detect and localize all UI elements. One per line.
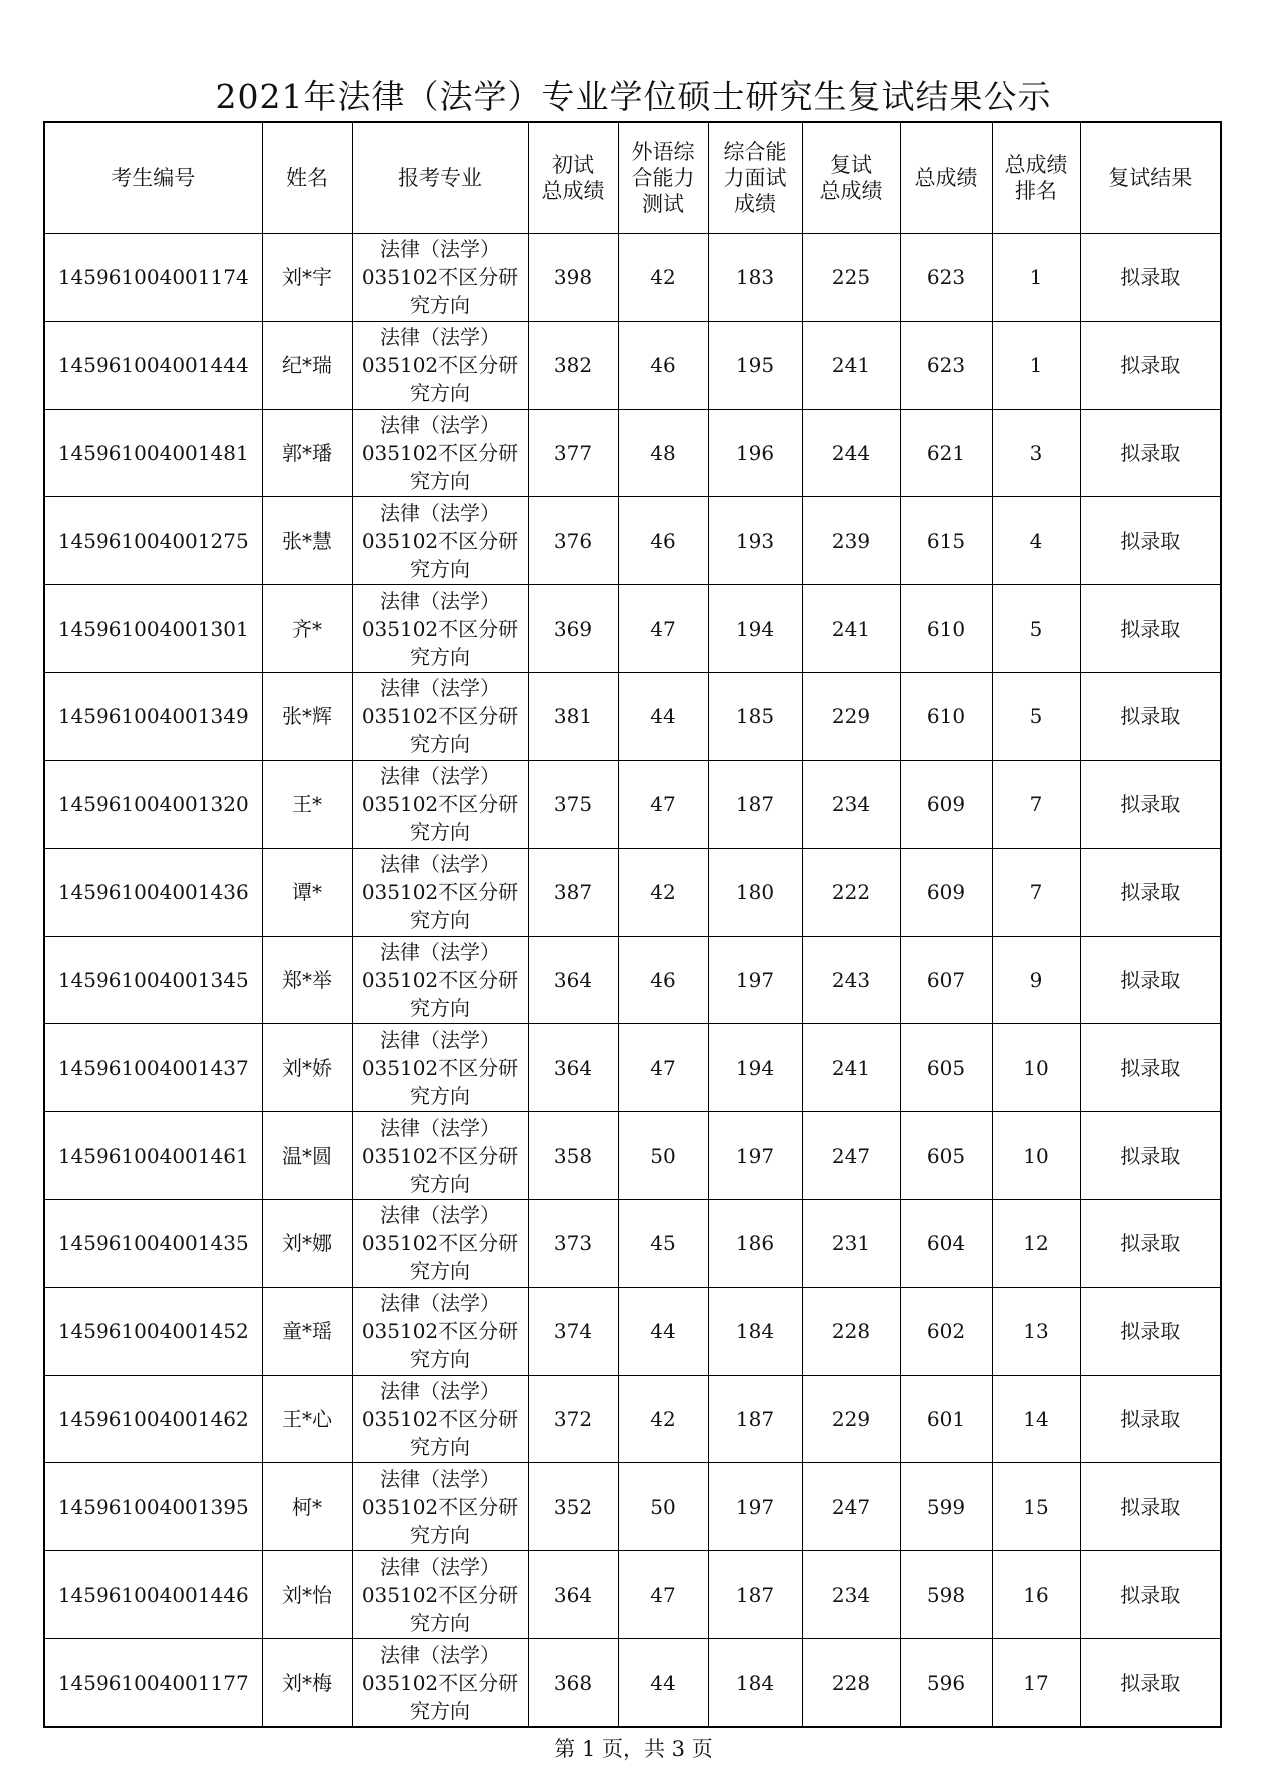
rank-cell: 12 bbox=[992, 1199, 1080, 1287]
retest-total-cell: 234 bbox=[802, 1551, 900, 1639]
total-score-cell: 623 bbox=[900, 234, 992, 322]
major-line: 究方向 bbox=[410, 1522, 470, 1547]
major-cell bbox=[352, 321, 528, 409]
total-score-cell: 596 bbox=[900, 1639, 992, 1728]
result-cell: 拟录取 bbox=[1080, 673, 1221, 761]
major-line: 法律（法学） bbox=[380, 764, 500, 789]
name-cell: 王*心 bbox=[262, 1375, 352, 1463]
table-row bbox=[44, 1463, 1221, 1551]
header-label-line: 姓名 bbox=[286, 166, 328, 190]
major-line: 法律（法学） bbox=[380, 676, 500, 701]
rank-cell: 15 bbox=[992, 1463, 1080, 1551]
major-line: 法律（法学） bbox=[380, 1291, 500, 1316]
major-line: 法律（法学） bbox=[380, 1203, 500, 1228]
major-cell bbox=[352, 1639, 528, 1728]
rank-cell: 10 bbox=[992, 1112, 1080, 1200]
candidate-id-cell: 145961004001320 bbox=[44, 760, 262, 848]
prelim-total-cell: 377 bbox=[528, 409, 618, 497]
name-cell: 纪*瑞 bbox=[262, 321, 352, 409]
total-score-cell: 599 bbox=[900, 1463, 992, 1551]
language-test-cell: 44 bbox=[618, 673, 708, 761]
retest-total-cell: 229 bbox=[802, 673, 900, 761]
language-test-cell: 44 bbox=[618, 1287, 708, 1375]
major-cell bbox=[352, 936, 528, 1024]
candidate-id-cell: 145961004001395 bbox=[44, 1463, 262, 1551]
interview-score-cell: 195 bbox=[708, 321, 802, 409]
total-score-cell: 605 bbox=[900, 1112, 992, 1200]
interview-score-cell: 185 bbox=[708, 673, 802, 761]
name-cell: 齐* bbox=[262, 585, 352, 673]
major-line: 035102不区分研 bbox=[361, 1494, 519, 1519]
major-line: 035102不区分研 bbox=[361, 704, 519, 729]
candidate-id-cell: 145961004001461 bbox=[44, 1112, 262, 1200]
major-cell bbox=[352, 1112, 528, 1200]
major-line: 法律（法学） bbox=[380, 1378, 500, 1403]
header-label-line: 综合能 bbox=[723, 140, 787, 164]
major-line: 法律（法学） bbox=[380, 852, 500, 877]
total-score-cell: 601 bbox=[900, 1375, 992, 1463]
result-cell: 拟录取 bbox=[1080, 1639, 1221, 1728]
name-cell: 温*圆 bbox=[262, 1112, 352, 1200]
language-test-cell: 42 bbox=[618, 234, 708, 322]
result-cell: 拟录取 bbox=[1080, 760, 1221, 848]
table-row bbox=[44, 585, 1221, 673]
name-cell: 刘*宇 bbox=[262, 234, 352, 322]
header-label-line: 成绩 bbox=[734, 192, 776, 216]
prelim-total-cell: 372 bbox=[528, 1375, 618, 1463]
retest-total-cell: 241 bbox=[802, 321, 900, 409]
major-line: 035102不区分研 bbox=[361, 1406, 519, 1431]
language-test-cell: 47 bbox=[618, 585, 708, 673]
major-line: 035102不区分研 bbox=[361, 441, 519, 466]
rank-cell: 5 bbox=[992, 673, 1080, 761]
interview-score-cell: 187 bbox=[708, 1375, 802, 1463]
table-row bbox=[44, 1112, 1221, 1200]
rank-cell: 7 bbox=[992, 848, 1080, 936]
rank-cell: 1 bbox=[992, 234, 1080, 322]
header-col-total-score bbox=[900, 122, 992, 234]
retest-total-cell: 228 bbox=[802, 1287, 900, 1375]
header-col-candidate-id bbox=[44, 122, 262, 234]
retest-total-cell: 247 bbox=[802, 1112, 900, 1200]
result-cell: 拟录取 bbox=[1080, 1112, 1221, 1200]
retest-total-cell: 229 bbox=[802, 1375, 900, 1463]
header-col-interview-score bbox=[708, 122, 802, 234]
interview-score-cell: 184 bbox=[708, 1287, 802, 1375]
major-line: 法律（法学） bbox=[380, 1466, 500, 1491]
header-label-line: 合能力 bbox=[631, 166, 695, 190]
total-score-cell: 609 bbox=[900, 760, 992, 848]
result-cell: 拟录取 bbox=[1080, 585, 1221, 673]
prelim-total-cell: 373 bbox=[528, 1199, 618, 1287]
table-body bbox=[44, 234, 1221, 1728]
language-test-cell: 44 bbox=[618, 1639, 708, 1728]
retest-total-cell: 222 bbox=[802, 848, 900, 936]
major-line: 究方向 bbox=[410, 1434, 470, 1459]
total-score-cell: 610 bbox=[900, 673, 992, 761]
interview-score-cell: 193 bbox=[708, 497, 802, 585]
table-header-row bbox=[44, 122, 1221, 234]
major-line: 035102不区分研 bbox=[361, 1143, 519, 1168]
retest-total-cell: 241 bbox=[802, 585, 900, 673]
total-score-cell: 607 bbox=[900, 936, 992, 1024]
header-col-language-test bbox=[618, 122, 708, 234]
header-col-prelim-total bbox=[528, 122, 618, 234]
major-line: 法律（法学） bbox=[380, 325, 500, 350]
name-cell: 谭* bbox=[262, 848, 352, 936]
table-row bbox=[44, 673, 1221, 761]
prelim-total-cell: 374 bbox=[528, 1287, 618, 1375]
header-label-line: 初试 bbox=[552, 153, 594, 177]
table-row bbox=[44, 848, 1221, 936]
retest-total-cell: 247 bbox=[802, 1463, 900, 1551]
candidate-id-cell: 145961004001435 bbox=[44, 1199, 262, 1287]
major-cell bbox=[352, 760, 528, 848]
result-cell: 拟录取 bbox=[1080, 321, 1221, 409]
retest-total-cell: 241 bbox=[802, 1024, 900, 1112]
header-label-line: 复试 bbox=[830, 153, 872, 177]
table-row bbox=[44, 760, 1221, 848]
table-row bbox=[44, 1375, 1221, 1463]
major-cell bbox=[352, 585, 528, 673]
major-line: 035102不区分研 bbox=[361, 1670, 519, 1695]
major-cell bbox=[352, 1287, 528, 1375]
major-line: 究方向 bbox=[410, 1083, 470, 1108]
name-cell: 郑*举 bbox=[262, 936, 352, 1024]
language-test-cell: 47 bbox=[618, 1551, 708, 1639]
prelim-total-cell: 364 bbox=[528, 1551, 618, 1639]
table-row bbox=[44, 1551, 1221, 1639]
major-line: 究方向 bbox=[410, 1698, 470, 1723]
result-cell: 拟录取 bbox=[1080, 409, 1221, 497]
major-line: 究方向 bbox=[410, 293, 470, 318]
header-col-rank bbox=[992, 122, 1080, 234]
major-line: 035102不区分研 bbox=[361, 967, 519, 992]
retest-total-cell: 244 bbox=[802, 409, 900, 497]
major-line: 035102不区分研 bbox=[361, 528, 519, 553]
major-line: 法律（法学） bbox=[380, 500, 500, 525]
prelim-total-cell: 375 bbox=[528, 760, 618, 848]
prelim-total-cell: 369 bbox=[528, 585, 618, 673]
rank-cell: 13 bbox=[992, 1287, 1080, 1375]
table-row bbox=[44, 936, 1221, 1024]
total-score-cell: 610 bbox=[900, 585, 992, 673]
retest-total-cell: 231 bbox=[802, 1199, 900, 1287]
prelim-total-cell: 382 bbox=[528, 321, 618, 409]
header-label-line: 排名 bbox=[1015, 179, 1057, 203]
page-title: 2021年法律（法学）专业学位硕士研究生复试结果公示 bbox=[215, 77, 1052, 116]
major-cell bbox=[352, 1024, 528, 1112]
major-line: 035102不区分研 bbox=[361, 265, 519, 290]
language-test-cell: 47 bbox=[618, 760, 708, 848]
name-cell: 张*辉 bbox=[262, 673, 352, 761]
page-footer: 第 1 页，共 3 页 bbox=[554, 1737, 713, 1761]
major-cell bbox=[352, 1551, 528, 1639]
language-test-cell: 42 bbox=[618, 1375, 708, 1463]
prelim-total-cell: 352 bbox=[528, 1463, 618, 1551]
candidate-id-cell: 145961004001444 bbox=[44, 321, 262, 409]
result-cell: 拟录取 bbox=[1080, 1024, 1221, 1112]
header-label-line: 复试结果 bbox=[1108, 166, 1193, 190]
candidate-id-cell: 145961004001345 bbox=[44, 936, 262, 1024]
candidate-id-cell: 145961004001437 bbox=[44, 1024, 262, 1112]
name-cell: 刘*娜 bbox=[262, 1199, 352, 1287]
interview-score-cell: 197 bbox=[708, 1112, 802, 1200]
major-line: 法律（法学） bbox=[380, 237, 500, 262]
prelim-total-cell: 364 bbox=[528, 936, 618, 1024]
prelim-total-cell: 398 bbox=[528, 234, 618, 322]
major-line: 035102不区分研 bbox=[361, 616, 519, 641]
table-row bbox=[44, 234, 1221, 322]
candidate-id-cell: 145961004001301 bbox=[44, 585, 262, 673]
name-cell: 童*瑶 bbox=[262, 1287, 352, 1375]
candidate-id-cell: 145961004001275 bbox=[44, 497, 262, 585]
table-row bbox=[44, 1199, 1221, 1287]
header-label-line: 考生编号 bbox=[111, 166, 196, 190]
candidate-id-cell: 145961004001177 bbox=[44, 1639, 262, 1728]
language-test-cell: 47 bbox=[618, 1024, 708, 1112]
name-cell: 刘*梅 bbox=[262, 1639, 352, 1728]
major-line: 法律（法学） bbox=[380, 1027, 500, 1052]
interview-score-cell: 194 bbox=[708, 1024, 802, 1112]
total-score-cell: 615 bbox=[900, 497, 992, 585]
major-line: 法律（法学） bbox=[380, 588, 500, 613]
prelim-total-cell: 381 bbox=[528, 673, 618, 761]
name-cell: 柯* bbox=[262, 1463, 352, 1551]
major-cell bbox=[352, 673, 528, 761]
major-line: 究方向 bbox=[410, 995, 470, 1020]
name-cell: 刘*娇 bbox=[262, 1024, 352, 1112]
interview-score-cell: 197 bbox=[708, 1463, 802, 1551]
table-row bbox=[44, 1639, 1221, 1728]
table-row bbox=[44, 409, 1221, 497]
rank-cell: 10 bbox=[992, 1024, 1080, 1112]
total-score-cell: 598 bbox=[900, 1551, 992, 1639]
language-test-cell: 46 bbox=[618, 321, 708, 409]
rank-cell: 7 bbox=[992, 760, 1080, 848]
language-test-cell: 48 bbox=[618, 409, 708, 497]
result-cell: 拟录取 bbox=[1080, 1463, 1221, 1551]
major-line: 究方向 bbox=[410, 644, 470, 669]
header-col-major bbox=[352, 122, 528, 234]
retest-total-cell: 234 bbox=[802, 760, 900, 848]
major-line: 法律（法学） bbox=[380, 939, 500, 964]
major-line: 035102不区分研 bbox=[361, 1055, 519, 1080]
language-test-cell: 42 bbox=[618, 848, 708, 936]
major-cell bbox=[352, 848, 528, 936]
major-cell bbox=[352, 409, 528, 497]
result-cell: 拟录取 bbox=[1080, 1551, 1221, 1639]
results-table bbox=[43, 121, 1222, 1728]
rank-cell: 14 bbox=[992, 1375, 1080, 1463]
name-cell: 郭*璠 bbox=[262, 409, 352, 497]
prelim-total-cell: 358 bbox=[528, 1112, 618, 1200]
prelim-total-cell: 376 bbox=[528, 497, 618, 585]
prelim-total-cell: 364 bbox=[528, 1024, 618, 1112]
retest-total-cell: 225 bbox=[802, 234, 900, 322]
major-line: 究方向 bbox=[410, 1171, 470, 1196]
language-test-cell: 50 bbox=[618, 1112, 708, 1200]
result-cell: 拟录取 bbox=[1080, 936, 1221, 1024]
header-col-result bbox=[1080, 122, 1221, 234]
header-label-line: 报考专业 bbox=[398, 166, 482, 190]
major-line: 究方向 bbox=[410, 908, 470, 933]
rank-cell: 5 bbox=[992, 585, 1080, 673]
candidate-id-cell: 145961004001452 bbox=[44, 1287, 262, 1375]
header-col-name bbox=[262, 122, 352, 234]
major-line: 035102不区分研 bbox=[361, 1582, 519, 1607]
retest-total-cell: 228 bbox=[802, 1639, 900, 1728]
header-label-line: 总成绩 bbox=[819, 179, 883, 203]
rank-cell: 16 bbox=[992, 1551, 1080, 1639]
total-score-cell: 602 bbox=[900, 1287, 992, 1375]
candidate-id-cell: 145961004001446 bbox=[44, 1551, 262, 1639]
candidate-id-cell: 145961004001174 bbox=[44, 234, 262, 322]
rank-cell: 4 bbox=[992, 497, 1080, 585]
major-line: 究方向 bbox=[410, 1610, 470, 1635]
name-cell: 王* bbox=[262, 760, 352, 848]
total-score-cell: 621 bbox=[900, 409, 992, 497]
major-cell bbox=[352, 1463, 528, 1551]
major-line: 究方向 bbox=[410, 1347, 470, 1372]
table-row bbox=[44, 321, 1221, 409]
interview-score-cell: 183 bbox=[708, 234, 802, 322]
header-label-line: 力面试 bbox=[723, 166, 787, 190]
result-cell: 拟录取 bbox=[1080, 1199, 1221, 1287]
prelim-total-cell: 387 bbox=[528, 848, 618, 936]
rank-cell: 9 bbox=[992, 936, 1080, 1024]
major-cell bbox=[352, 234, 528, 322]
language-test-cell: 46 bbox=[618, 497, 708, 585]
major-line: 究方向 bbox=[410, 732, 470, 757]
total-score-cell: 605 bbox=[900, 1024, 992, 1112]
major-line: 究方向 bbox=[410, 469, 470, 494]
major-line: 究方向 bbox=[410, 381, 470, 406]
major-line: 究方向 bbox=[410, 820, 470, 845]
major-cell bbox=[352, 1375, 528, 1463]
table-row bbox=[44, 1287, 1221, 1375]
candidate-id-cell: 145961004001436 bbox=[44, 848, 262, 936]
candidate-id-cell: 145961004001481 bbox=[44, 409, 262, 497]
result-cell: 拟录取 bbox=[1080, 497, 1221, 585]
result-cell: 拟录取 bbox=[1080, 234, 1221, 322]
total-score-cell: 623 bbox=[900, 321, 992, 409]
result-cell: 拟录取 bbox=[1080, 1375, 1221, 1463]
retest-total-cell: 243 bbox=[802, 936, 900, 1024]
language-test-cell: 46 bbox=[618, 936, 708, 1024]
major-line: 035102不区分研 bbox=[361, 353, 519, 378]
language-test-cell: 45 bbox=[618, 1199, 708, 1287]
interview-score-cell: 194 bbox=[708, 585, 802, 673]
retest-total-cell: 239 bbox=[802, 497, 900, 585]
total-score-cell: 609 bbox=[900, 848, 992, 936]
interview-score-cell: 197 bbox=[708, 936, 802, 1024]
name-cell: 张*慧 bbox=[262, 497, 352, 585]
interview-score-cell: 187 bbox=[708, 1551, 802, 1639]
rank-cell: 1 bbox=[992, 321, 1080, 409]
header-label-line: 总成绩 bbox=[914, 166, 978, 190]
candidate-id-cell: 145961004001349 bbox=[44, 673, 262, 761]
result-cell: 拟录取 bbox=[1080, 848, 1221, 936]
header-label-line: 外语综 bbox=[631, 140, 695, 164]
major-cell bbox=[352, 497, 528, 585]
major-cell bbox=[352, 1199, 528, 1287]
interview-score-cell: 187 bbox=[708, 760, 802, 848]
interview-score-cell: 184 bbox=[708, 1639, 802, 1728]
rank-cell: 17 bbox=[992, 1639, 1080, 1728]
major-line: 究方向 bbox=[410, 1259, 470, 1284]
rank-cell: 3 bbox=[992, 409, 1080, 497]
interview-score-cell: 180 bbox=[708, 848, 802, 936]
language-test-cell: 50 bbox=[618, 1463, 708, 1551]
major-line: 法律（法学） bbox=[380, 1115, 500, 1140]
result-cell: 拟录取 bbox=[1080, 1287, 1221, 1375]
table-row bbox=[44, 497, 1221, 585]
major-line: 035102不区分研 bbox=[361, 792, 519, 817]
total-score-cell: 604 bbox=[900, 1199, 992, 1287]
interview-score-cell: 186 bbox=[708, 1199, 802, 1287]
candidate-id-cell: 145961004001462 bbox=[44, 1375, 262, 1463]
table-row bbox=[44, 1024, 1221, 1112]
major-line: 035102不区分研 bbox=[361, 1231, 519, 1256]
interview-score-cell: 196 bbox=[708, 409, 802, 497]
header-label-line: 总成绩 bbox=[1004, 153, 1068, 177]
name-cell: 刘*怡 bbox=[262, 1551, 352, 1639]
header-col-retest-total bbox=[802, 122, 900, 234]
prelim-total-cell: 368 bbox=[528, 1639, 618, 1728]
major-line: 法律（法学） bbox=[380, 1642, 500, 1667]
major-line: 035102不区分研 bbox=[361, 1319, 519, 1344]
major-line: 究方向 bbox=[410, 556, 470, 581]
major-line: 法律（法学） bbox=[380, 1554, 500, 1579]
header-label-line: 测试 bbox=[642, 192, 684, 216]
major-line: 法律（法学） bbox=[380, 413, 500, 438]
major-line: 035102不区分研 bbox=[361, 880, 519, 905]
header-label-line: 总成绩 bbox=[541, 179, 605, 203]
